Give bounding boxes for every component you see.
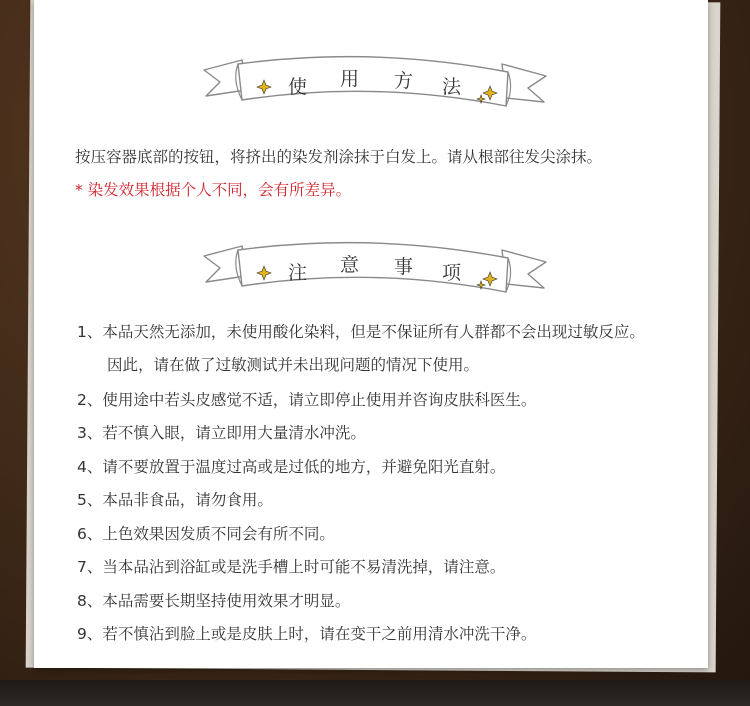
list-item: 8、本品需要长期坚持使用效果才明显。 <box>77 592 351 610</box>
list-item: 因此，请在做了过敏测试并未出现问题的情况下使用。 <box>107 356 480 374</box>
ribbon-title-char: 事 <box>394 256 414 278</box>
list-item: 4、请不要放置于温度过高或是过低的地方，并避免阳光直射。 <box>77 458 506 476</box>
ribbon-banner-icon <box>202 236 548 308</box>
usage-instruction: 按压容器底部的按钮，将挤出的染发剂涂抹于白发上。请从根部往发尖涂抹。 <box>75 148 603 166</box>
ribbon-title-char: 用 <box>340 68 360 90</box>
list-item: 5、本品非食品，请勿食用。 <box>77 491 273 509</box>
ribbon-title-char: 项 <box>442 262 462 284</box>
list-item: 2、使用途中若头皮感觉不适，请立即停止使用并咨询皮肤科医生。 <box>77 391 537 409</box>
bottom-dark-strip <box>0 680 750 706</box>
ribbon-title-char: 法 <box>442 76 462 98</box>
list-item: 9、若不慎沾到脸上或是皮肤上时，请在变干之前用清水冲洗干净。 <box>77 625 537 643</box>
ribbon-banner-usage <box>202 50 548 122</box>
list-item: 6、上色效果因发质不同会有所不同。 <box>77 525 335 543</box>
ribbon-title-char: 注 <box>288 262 308 284</box>
list-item: 3、若不慎入眼，请立即用大量清水冲洗。 <box>77 424 366 442</box>
ribbon-title-char: 方 <box>394 70 414 92</box>
ribbon-banner-icon <box>202 50 548 122</box>
ribbon-title-char: 意 <box>340 254 360 276</box>
list-item: 7、当本品沾到浴缸或是洗手槽上时可能不易清洗掉，请注意。 <box>77 558 506 576</box>
ribbon-banner-cautions <box>202 236 548 308</box>
usage-note: * 染发效果根据个人不同，会有所差异。 <box>75 181 352 199</box>
ribbon-title-char: 使 <box>288 76 308 98</box>
list-item: 1、本品天然无添加，未使用酸化染料，但是不保证所有人群都不会出现过敏反应。 <box>77 323 645 341</box>
